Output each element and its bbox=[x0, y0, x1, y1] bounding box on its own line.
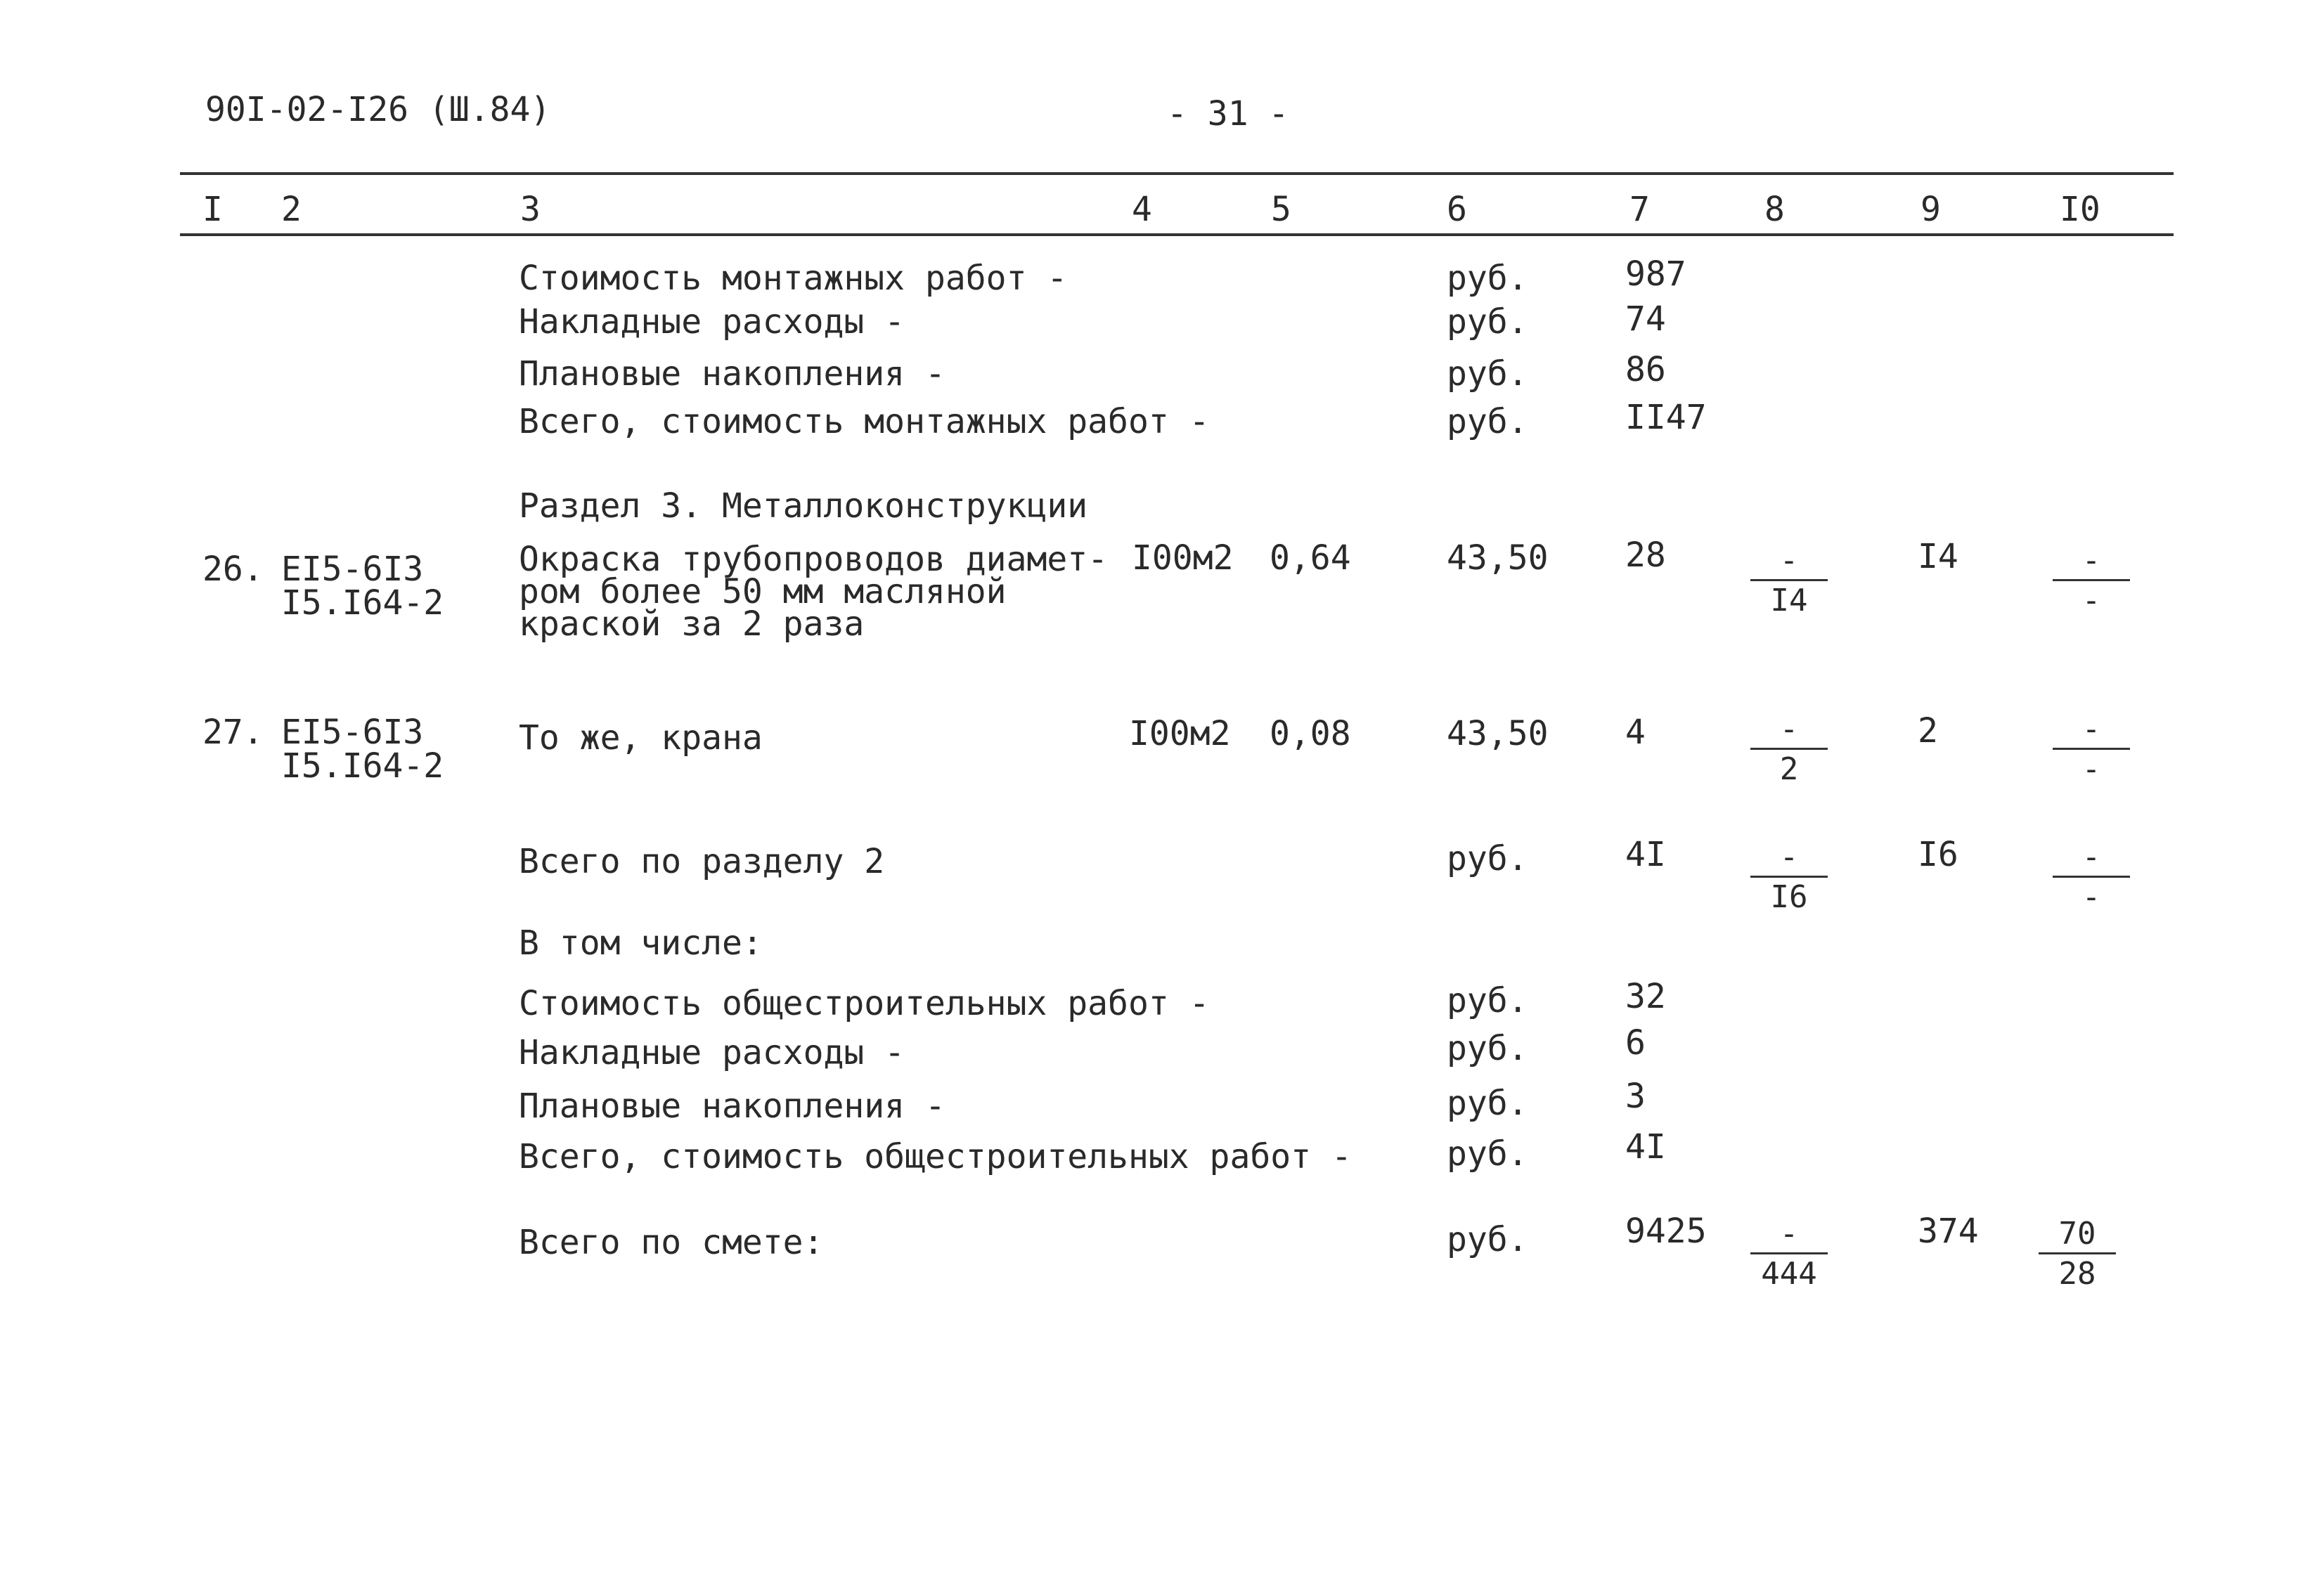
col-header-5: 5 bbox=[1271, 190, 1291, 229]
col-header-7: 7 bbox=[1629, 190, 1650, 229]
summary-value: 6 bbox=[1625, 1023, 1646, 1063]
item-number: 27. bbox=[202, 713, 264, 752]
item-fraction-col8: - I4 bbox=[1750, 544, 1828, 618]
section-title: Раздел 3. Металлоконструкции bbox=[519, 486, 1088, 526]
summary-label: Стоимость общестроительных работ - bbox=[519, 984, 1210, 1023]
grand-total-value: 9425 bbox=[1625, 1212, 1707, 1251]
document-code: 90I-02-I26 (Ш.84) bbox=[205, 90, 551, 129]
summary-value: 3 bbox=[1625, 1077, 1646, 1116]
item-description: Окраска трубопроводов диамет- bbox=[519, 540, 1109, 579]
col-header-6: 6 bbox=[1447, 190, 1467, 229]
summary-label: Всего, стоимость общестроительных работ - bbox=[519, 1137, 1352, 1176]
item-unit: I00м2 bbox=[1132, 538, 1234, 578]
section-total-value: 4I bbox=[1625, 835, 1666, 874]
section-total-fraction-col8: - I6 bbox=[1750, 841, 1828, 914]
summary-unit: руб. bbox=[1447, 302, 1528, 342]
col-header-8: 8 bbox=[1764, 190, 1785, 229]
col-header-3: 3 bbox=[520, 190, 541, 229]
summary-unit: руб. bbox=[1447, 354, 1528, 394]
including-label: В том числе: bbox=[519, 923, 763, 963]
item-code: EI5-6I3 bbox=[281, 550, 424, 589]
item-number: 26. bbox=[202, 550, 264, 589]
grand-total-col9: 374 bbox=[1918, 1212, 1979, 1251]
summary-value: 86 bbox=[1625, 350, 1666, 389]
item-col9: I4 bbox=[1918, 537, 1958, 576]
summary-unit: руб. bbox=[1447, 402, 1528, 441]
section-total-label: Всего по разделу 2 bbox=[519, 842, 885, 881]
item-quantity: 0,64 bbox=[1270, 538, 1351, 578]
col-header-1: I bbox=[202, 190, 223, 229]
section-total-fraction-col10: - - bbox=[2053, 841, 2130, 914]
summary-value: 4I bbox=[1625, 1127, 1666, 1167]
item-code: EI5-6I3 bbox=[281, 713, 424, 752]
col-header-2: 2 bbox=[281, 190, 302, 229]
item-col9: 2 bbox=[1918, 711, 1938, 751]
summary-label: Накладные расходы - bbox=[519, 302, 905, 342]
item-fraction-col8: - 2 bbox=[1750, 713, 1828, 786]
col-header-10: I0 bbox=[2060, 190, 2100, 229]
item-code-secondary: I5.I64-2 bbox=[281, 583, 444, 623]
col-header-4: 4 bbox=[1132, 190, 1152, 229]
summary-unit: руб. bbox=[1447, 981, 1528, 1020]
item-description: краской за 2 раза bbox=[519, 604, 865, 644]
item-price: 43,50 bbox=[1447, 538, 1549, 578]
grand-total-label: Всего по смете: bbox=[519, 1223, 824, 1262]
summary-unit: руб. bbox=[1447, 1084, 1528, 1123]
summary-value: 987 bbox=[1625, 254, 1686, 294]
item-price: 43,50 bbox=[1447, 714, 1549, 753]
summary-unit: руб. bbox=[1447, 259, 1528, 298]
item-description: ром более 50 мм масляной bbox=[519, 572, 1007, 611]
summary-value: 32 bbox=[1625, 977, 1666, 1016]
section-total-col9: I6 bbox=[1918, 835, 1958, 874]
summary-label: Стоимость монтажных работ - bbox=[519, 259, 1068, 298]
grand-total-unit: руб. bbox=[1447, 1220, 1528, 1259]
item-quantity: 0,08 bbox=[1270, 714, 1351, 753]
summary-label: Плановые накопления - bbox=[519, 354, 945, 394]
item-description: То же, крана bbox=[519, 718, 763, 758]
summary-unit: руб. bbox=[1447, 1029, 1528, 1068]
grand-total-fraction-col8: - 444 bbox=[1750, 1217, 1828, 1291]
summary-value: II47 bbox=[1625, 398, 1707, 437]
table-top-rule bbox=[180, 172, 2174, 175]
item-fraction-col10: - - bbox=[2053, 713, 2130, 786]
summary-unit: руб. bbox=[1447, 1134, 1528, 1174]
grand-total-fraction-col10: 70 28 bbox=[2039, 1217, 2116, 1291]
page-number: - 31 - bbox=[1167, 94, 1289, 134]
summary-label: Плановые накопления - bbox=[519, 1086, 945, 1126]
col-header-9: 9 bbox=[1920, 190, 1941, 229]
summary-label: Всего, стоимость монтажных работ - bbox=[519, 402, 1210, 441]
item-fraction-col10: - - bbox=[2053, 544, 2130, 618]
section-total-unit: руб. bbox=[1447, 839, 1528, 878]
item-code-secondary: I5.I64-2 bbox=[281, 746, 444, 786]
summary-value: 74 bbox=[1625, 299, 1666, 339]
item-cost: 28 bbox=[1625, 536, 1666, 575]
table-header-rule bbox=[180, 233, 2174, 236]
summary-label: Накладные расходы - bbox=[519, 1033, 905, 1072]
item-unit: I00м2 bbox=[1129, 714, 1231, 753]
item-cost: 4 bbox=[1625, 713, 1646, 752]
